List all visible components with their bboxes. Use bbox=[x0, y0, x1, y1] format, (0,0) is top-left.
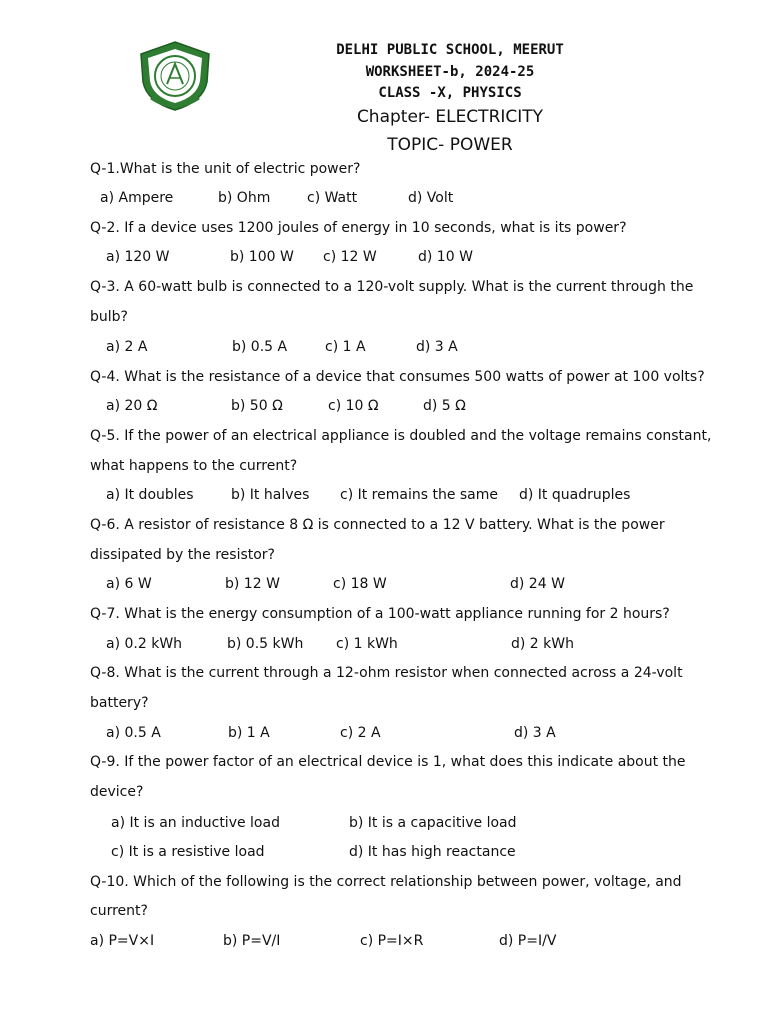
option: a) 6 W bbox=[106, 576, 152, 592]
option: d) 3 A bbox=[416, 339, 458, 355]
option: a) It is an inductive load bbox=[111, 815, 280, 831]
option: d) 24 W bbox=[510, 576, 565, 592]
topic-title: TOPIC- POWER bbox=[387, 135, 513, 155]
option: b) 1 A bbox=[228, 725, 270, 741]
option: b) It is a capacitive load bbox=[349, 815, 517, 831]
option: b) 50 Ω bbox=[231, 398, 283, 414]
question-text: Q-9. If the power factor of an electrical device is 1, what does this indicate about the bbox=[90, 754, 686, 770]
chapter-title: Chapter- ELECTRICITY bbox=[356, 107, 544, 127]
option: c) 18 W bbox=[333, 576, 387, 592]
question-text: dissipated by the resistor? bbox=[90, 547, 275, 563]
option: b) 12 W bbox=[225, 576, 280, 592]
option: a) 0.2 kWh bbox=[106, 636, 183, 652]
option: c) Watt bbox=[307, 190, 358, 206]
question-text: Q-7. What is the energy consumption of a 100-watt appliance running for 2 hours? bbox=[90, 606, 670, 622]
option: a) P=V×I bbox=[90, 933, 155, 949]
option: a) It doubles bbox=[106, 487, 194, 503]
question-text: Q-1.What is the unit of electric power? bbox=[90, 161, 361, 177]
option: b) It halves bbox=[231, 487, 310, 503]
option: a) 120 W bbox=[106, 249, 170, 265]
option: c) P=I×R bbox=[360, 933, 424, 949]
option: c) It remains the same bbox=[340, 487, 499, 503]
option: d) It has high reactance bbox=[349, 844, 516, 860]
option: c) 10 Ω bbox=[328, 398, 379, 414]
option: c) 1 kWh bbox=[336, 636, 398, 652]
option: a) 2 A bbox=[106, 339, 148, 355]
question-text: Q-5. If the power of an electrical appliance is doubled and the voltage remains constant, bbox=[90, 428, 712, 444]
option: d) 5 Ω bbox=[423, 398, 466, 414]
option: c) 2 A bbox=[340, 725, 381, 741]
option: d) Volt bbox=[408, 190, 454, 206]
option: b) 0.5 A bbox=[232, 339, 288, 355]
option: d) 10 W bbox=[418, 249, 473, 265]
question-text: device? bbox=[90, 784, 144, 800]
question-text: Q-6. A resistor of resistance 8 Ω is connected to a 12 V battery. What is the power bbox=[90, 517, 665, 533]
option: c) It is a resistive load bbox=[111, 844, 265, 860]
question-text: Q-10. Which of the following is the correct relationship between power, voltage, and bbox=[90, 874, 682, 890]
option: c) 1 A bbox=[325, 339, 366, 355]
option: a) 0.5 A bbox=[106, 725, 161, 741]
question-text: Q-8. What is the current through a 12-ohm resistor when connected across a 24-volt bbox=[90, 665, 683, 681]
worksheet-title: WORKSHEET-b, 2024-25 bbox=[365, 64, 535, 80]
question-text: Q-3. A 60-watt bulb is connected to a 120-volt supply. What is the current through the bbox=[90, 279, 694, 295]
option: d) It quadruples bbox=[519, 487, 631, 503]
option: d) 3 A bbox=[514, 725, 556, 741]
option: d) P=I/V bbox=[499, 933, 557, 949]
question-text: bulb? bbox=[90, 309, 128, 325]
question-text: battery? bbox=[90, 695, 149, 711]
question-text: Q-2. If a device uses 1200 joules of energy in 10 seconds, what is its power? bbox=[90, 220, 627, 236]
question-text: Q-4. What is the resistance of a device that consumes 500 watts of power at 100 volts? bbox=[90, 369, 705, 385]
question-text: what happens to the current? bbox=[90, 458, 298, 474]
option: b) Ohm bbox=[218, 190, 271, 206]
option: a) Ampere bbox=[100, 190, 174, 206]
option: c) 12 W bbox=[323, 249, 377, 265]
question-text: current? bbox=[90, 903, 148, 919]
option: d) 2 kWh bbox=[511, 636, 574, 652]
option: b) P=V/I bbox=[223, 933, 281, 949]
option: a) 20 Ω bbox=[106, 398, 158, 414]
option: b) 100 W bbox=[230, 249, 294, 265]
option: b) 0.5 kWh bbox=[227, 636, 304, 652]
school-name: DELHI PUBLIC SCHOOL, MEERUT bbox=[336, 42, 564, 58]
class-subject: CLASS -X, PHYSICS bbox=[378, 85, 522, 101]
